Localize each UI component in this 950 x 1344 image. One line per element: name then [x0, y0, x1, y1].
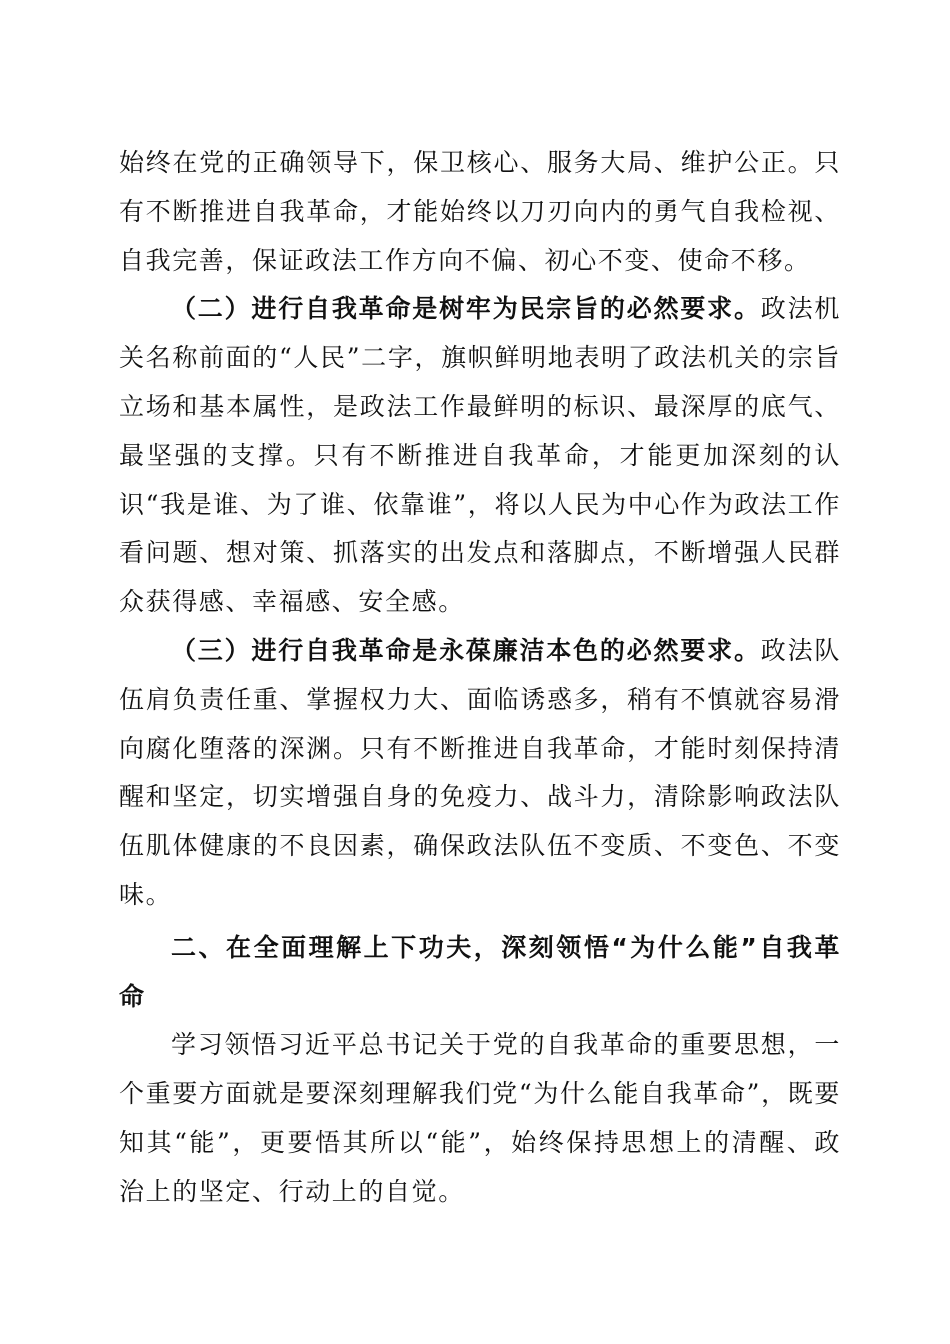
section-3-body: 政法队伍肩负责任重、掌握权力大、面临诱惑多，稍有不慎就容易滑向腐化堕落的深渊。只有不断推进自我革命，才能时刻保持清醒和坚定，切实增强自身的免疫力、战斗力，清除影响政法队伍肌体健康的不良因素，确保政法队伍不变质、不变色、不变味。 — [119, 635, 841, 909]
section-2-body: 政法机关名称前面的“人民”二字，旗帜鲜明地表明了政法机关的宗旨立场和基本属性，是政法工作最鲜明的标识、最深厚的底气、最坚强的支撑。只有不断推进自我革命，才能更加深刻的认识“我是谁、为了谁、依靠谁”，将以人民为中心作为政法工作看问题、想对策、抓落实的出发点和落脚点，不断增强人民群众获得感、幸福感、安全感。 — [119, 294, 841, 617]
paragraph-section-2 — [119, 285, 841, 627]
heading-part-2: 二、在全面理解上下功夫，深刻领悟“为什么能”自我革命 — [119, 932, 841, 1011]
paragraph-part-2-intro: 学习领悟习近平总书记关于党的自我革命的重要思想，一个重要方面就是要深刻理解我们党“为什么能自我革命”，既要知其“能”，更要悟其所以“能”，始终保持思想上的清醒、政治上的坚定、行动上的自觉。 — [119, 1030, 841, 1206]
paragraph-section-3 — [119, 627, 841, 920]
paragraph-continued: 始终在党的正确领导下，保卫核心、服务大局、维护公正。只有不断推进自我革命，才能始终以刀刃向内的勇气自我检视、自我完善，保证政法工作方向不偏、初心不变、使命不移。 — [119, 148, 841, 275]
document-body — [119, 139, 841, 1217]
section-2-lead: （二）进行自我革命是树牢为民宗旨的必然要求。 — [171, 294, 761, 324]
section-3-lead: （三）进行自我革命是永葆廉洁本色的必然要求。 — [171, 635, 761, 665]
